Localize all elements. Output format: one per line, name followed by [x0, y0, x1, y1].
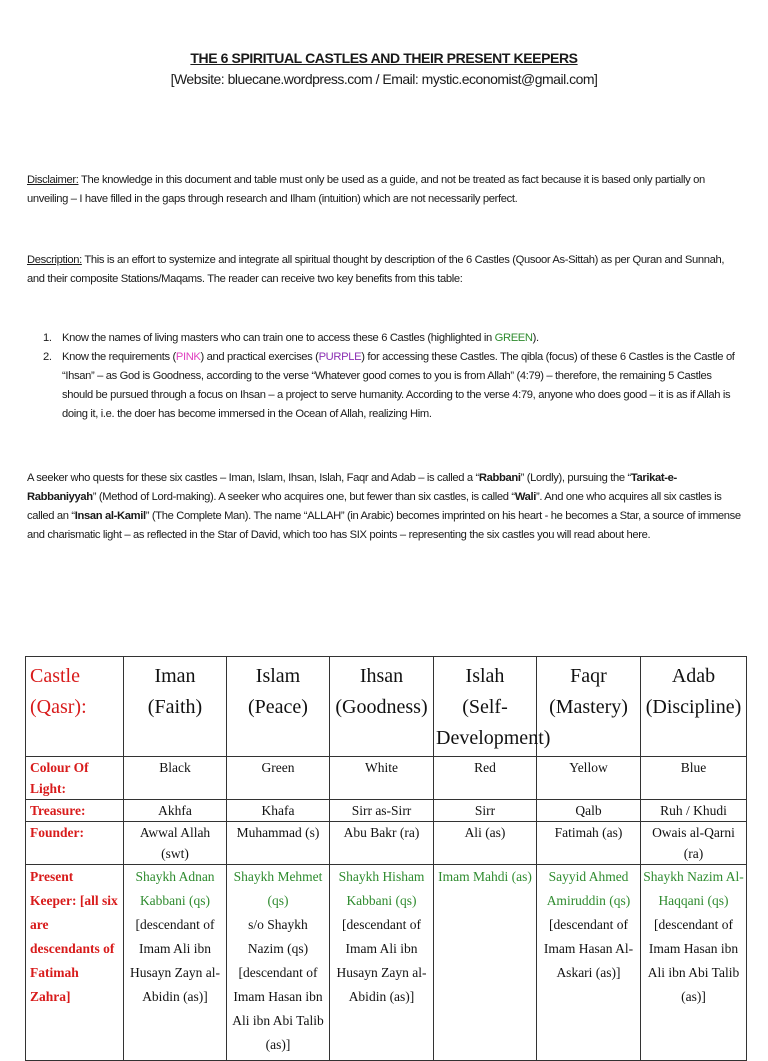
- castle-label-line: Castle: [30, 665, 80, 687]
- benefits-list: [27, 329, 743, 424]
- table-cell: [330, 865, 434, 1061]
- list-text: Know the names of living masters who can train one to access these 6 Castles (highlighted in: [62, 332, 495, 344]
- row-label-colour: Colour Of Light:: [26, 757, 124, 800]
- table-cell: Sirr as-Sirr: [330, 800, 434, 822]
- table-cell: Muhammad (s): [227, 822, 330, 865]
- table-cell: [537, 865, 641, 1061]
- table-cell: Ali (as): [434, 822, 537, 865]
- castle-name: Islah: [465, 665, 505, 687]
- keeper-name: Shaykh Nazim Al-Haqqani (qs): [643, 869, 744, 908]
- row-label-keeper: Present Keeper: [all six are descendants of Fatimah Zahra]: [26, 865, 124, 1061]
- castle-header-iman: [124, 657, 227, 757]
- list-text: Know the requirements (: [62, 351, 176, 363]
- table-cell: Owais al-Qarni (ra): [641, 822, 747, 865]
- seeker-text: ”. And one who acquires all six castles is called an “: [27, 491, 722, 522]
- castle-header-ihsan: [330, 657, 434, 757]
- table-cell: [434, 865, 537, 1061]
- table-row-treasure: [26, 800, 747, 822]
- castle-header-adab: [641, 657, 747, 757]
- table-cell: [124, 865, 227, 1061]
- table-row-keeper: [26, 865, 747, 1061]
- list-text: ) and practical exercises (: [200, 351, 319, 363]
- pink-highlight: PINK: [175, 351, 201, 363]
- table-cell: Yellow: [537, 757, 641, 800]
- castle-name: Iman: [154, 665, 196, 687]
- disclaimer-label: Disclaimer:: [27, 174, 79, 186]
- disclaimer-text: The knowledge in this document and table must only be used as a guide, and not be treated as fact because it is based only partially on unveiling – I have filled in the gaps through research and Ilham (intuition) which are not necessarily perfect.: [27, 174, 705, 205]
- description-label: Description:: [27, 254, 82, 266]
- seeker-paragraph: [27, 469, 743, 545]
- castle-meaning: (Self-Development): [436, 696, 551, 749]
- castle-meaning: (Faith): [147, 696, 203, 718]
- document-subtitle: [Website: bluecane.wordpress.com / Email: mystic.economist@gmail.com]: [170, 71, 598, 87]
- castle-meaning: (Goodness): [335, 696, 428, 718]
- keeper-name: Shaykh Mehmet (qs): [233, 869, 323, 908]
- list-number: 1.: [43, 332, 52, 344]
- list-item: [27, 348, 743, 424]
- disclaimer-paragraph: [27, 171, 743, 209]
- list-number: 2.: [43, 351, 52, 363]
- keeper-name: Shaykh Hisham Kabbani (qs): [338, 869, 425, 908]
- castle-header-islam: [227, 657, 330, 757]
- list-text: ) for accessing these Castles. The qibla (focus) of these 6 Castles is the Castle of “Ihsan” – as God is Goodness, according to the verse “Whatever good comes to you is from Allah” (4:79) – therefore, the remaining 5 Castles should be pursued through a focus on Ihsan – a project to serve humanity. According to the verse 4:79, anyone who does good – it is as if Allah is doing it, i.e. the doer has become immersed in the Ocean of Allah, realizing Him.: [62, 351, 735, 420]
- seeker-text: ” (Lordly), pursuing the “: [520, 472, 631, 484]
- keeper-name: Shaykh Adnan Kabbani (qs): [135, 869, 215, 908]
- document-title: THE 6 SPIRITUAL CASTLES AND THEIR PRESENT KEEPERS: [190, 50, 578, 66]
- table-cell: Akhfa: [124, 800, 227, 822]
- castle-meaning: (Mastery): [549, 696, 628, 718]
- term-wali: Wali: [514, 491, 536, 503]
- seeker-text: ” (Method of Lord-making). A seeker who acquires one, but fewer than six castles, is called “: [92, 491, 515, 503]
- castle-header-islah: [434, 657, 551, 757]
- table-cell: Green: [227, 757, 330, 800]
- table-cell: Red: [434, 757, 537, 800]
- table-header-row: [26, 657, 747, 757]
- castles-table: [25, 656, 747, 1061]
- keeper-lineage: [descendant of Imam Ali ibn Husayn Zayn al-Abidin (as)]: [336, 917, 427, 1004]
- table-cell: Sirr: [434, 800, 537, 822]
- keeper-name: Imam Mahdi (as): [438, 869, 532, 884]
- castle-meaning: (Discipline): [645, 696, 742, 718]
- castle-label-line: (Qasr):: [30, 696, 87, 718]
- castle-name: Adab: [671, 665, 716, 687]
- castle-meaning: (Peace): [248, 696, 308, 718]
- table-cell: Black: [124, 757, 227, 800]
- table-row-colour: [26, 757, 747, 800]
- term-rabbani: Rabbani: [478, 472, 521, 484]
- term-insan-kamil: Insan al-Kamil: [74, 510, 146, 522]
- castle-header-label: [26, 657, 124, 757]
- castle-header-faqr: [537, 657, 641, 757]
- keeper-lineage: [descendant of Imam Hasan Al-Askari (as)]: [543, 917, 634, 980]
- table-cell: Abu Bakr (ra): [330, 822, 434, 865]
- castle-name: Faqr: [570, 665, 607, 687]
- keeper-lineage: [descendant of Imam Ali ibn Husayn Zayn al-Abidin (as)]: [130, 917, 220, 1004]
- table-cell: Qalb: [537, 800, 641, 822]
- table-cell: Ruh / Khudi: [641, 800, 747, 822]
- row-label-treasure: Treasure:: [26, 800, 124, 822]
- list-text: ).: [532, 332, 539, 344]
- seeker-text: ” (The Complete Man). The name “ALLAH” (in Arabic) becomes imprinted on his heart - he becomes a Star, a source of immense and charismatic light – as reflected in the Star of David, which too has SIX points – representing the six castles you will read about here.: [27, 510, 741, 541]
- green-highlight: GREEN: [494, 332, 533, 344]
- table-cell: White: [330, 757, 434, 800]
- castle-name: Ihsan: [359, 665, 404, 687]
- table-cell: Khafa: [227, 800, 330, 822]
- description-paragraph: [27, 251, 743, 289]
- castle-name: Islam: [255, 665, 301, 687]
- keeper-lineage: s/o Shaykh Nazim (qs) [descendant of Imam Hasan ibn Ali ibn Abi Talib (as)]: [232, 917, 324, 1052]
- keeper-lineage: [descendant of Imam Hasan ibn Ali ibn Abi Talib (as)]: [647, 917, 740, 1004]
- table-cell: Fatimah (as): [537, 822, 641, 865]
- list-item: [27, 329, 743, 348]
- seeker-text: A seeker who quests for these six castles – Iman, Islam, Ihsan, Islah, Faqr and Adab – is called a “: [27, 472, 479, 484]
- table-cell: [227, 865, 330, 1061]
- purple-highlight: PURPLE: [318, 351, 362, 363]
- term-tarikat: Tarikat-e-Rabbaniyyah: [27, 472, 677, 503]
- keeper-name: Sayyid Ahmed Amiruddin (qs): [546, 869, 631, 908]
- description-text: This is an effort to systemize and integrate all spiritual thought by description of the 6 Castles (Qusoor As-Sittah) as per Quran and Sunnah, and their composite Stations/Maqams. The reader can receive two key benefits from this table:: [27, 254, 725, 285]
- table-cell: [641, 865, 747, 1061]
- table-row-founder: [26, 822, 747, 865]
- table-cell: Blue: [641, 757, 747, 800]
- row-label-founder: Founder:: [26, 822, 124, 865]
- table-cell: Awwal Allah (swt): [124, 822, 227, 865]
